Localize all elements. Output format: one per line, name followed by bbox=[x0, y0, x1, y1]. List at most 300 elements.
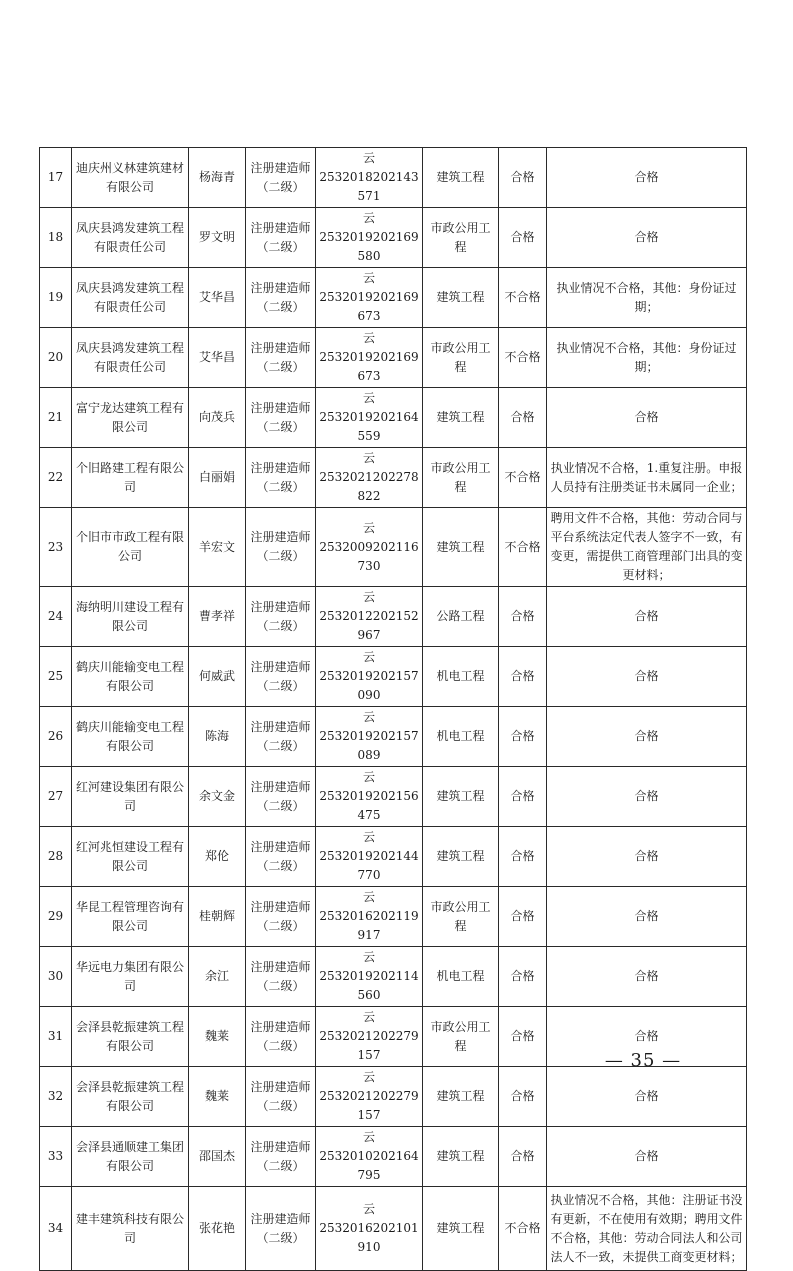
registration-number-cell bbox=[316, 208, 423, 268]
qualification-cell bbox=[246, 947, 316, 1007]
remark-text: 执业情况不合格，其他：身份证过期； bbox=[556, 280, 737, 314]
person-name-text: 魏莱 bbox=[204, 1089, 229, 1103]
remark-cell bbox=[547, 827, 747, 887]
qualification-text: 注册建造师（二级） bbox=[250, 1079, 311, 1113]
company-name-text: 会泽县乾振建筑工程有限公司 bbox=[75, 1079, 184, 1113]
person-name-cell bbox=[189, 1007, 246, 1067]
table-row bbox=[40, 827, 747, 887]
company-name-cell bbox=[72, 707, 189, 767]
registration-prefix: 云 bbox=[362, 1070, 375, 1084]
result-cell bbox=[499, 707, 547, 767]
row-number-text: 23 bbox=[47, 539, 64, 554]
registration-code: 2532018202143571 bbox=[319, 170, 419, 203]
row-number-text: 24 bbox=[47, 609, 64, 623]
qualification-text: 注册建造师（二级） bbox=[250, 220, 311, 254]
row-number-cell bbox=[40, 268, 72, 328]
result-cell bbox=[499, 1007, 547, 1067]
company-name-cell bbox=[72, 887, 189, 947]
remark-cell bbox=[547, 1127, 747, 1187]
result-cell bbox=[499, 448, 547, 508]
registration-prefix: 云 bbox=[362, 520, 375, 535]
row-number-cell bbox=[40, 707, 72, 767]
page-number: — 35 — bbox=[604, 1050, 682, 1071]
specialty-text: 机电工程 bbox=[436, 669, 485, 683]
row-number-cell bbox=[40, 208, 72, 268]
registration-number-cell bbox=[316, 448, 423, 508]
registration-code: 2532019202144770 bbox=[319, 849, 419, 882]
remark-cell bbox=[547, 328, 747, 388]
qualification-text: 注册建造师（二级） bbox=[250, 719, 311, 753]
registration-code: 2532009202116730 bbox=[319, 539, 419, 573]
company-name-text: 海纳明川建设工程有限公司 bbox=[75, 599, 184, 633]
registration-number-cell bbox=[316, 827, 423, 887]
person-name-cell bbox=[189, 707, 246, 767]
person-name-text: 陈海 bbox=[204, 729, 229, 743]
result-text: 合格 bbox=[510, 609, 535, 623]
person-name-text: 艾华昌 bbox=[198, 290, 235, 304]
person-name-cell bbox=[189, 388, 246, 448]
row-number-cell bbox=[40, 328, 72, 388]
specialty-cell bbox=[423, 647, 499, 707]
specialty-cell bbox=[423, 767, 499, 827]
specialty-cell bbox=[423, 448, 499, 508]
company-name-text: 鹤庆川能输变电工程有限公司 bbox=[75, 659, 184, 693]
result-cell bbox=[499, 268, 547, 328]
person-name-text: 曹孝祥 bbox=[198, 609, 235, 623]
result-cell bbox=[499, 208, 547, 268]
person-name-cell bbox=[189, 208, 246, 268]
row-number-text: 28 bbox=[47, 849, 64, 863]
result-cell bbox=[499, 328, 547, 388]
specialty-text: 市政公用工程 bbox=[430, 220, 491, 254]
specialty-text: 市政公用工程 bbox=[430, 899, 491, 933]
row-number-cell bbox=[40, 388, 72, 448]
person-name-cell bbox=[189, 887, 246, 947]
registration-number-cell bbox=[316, 647, 423, 707]
registration-code: 2532010202164795 bbox=[319, 1149, 419, 1182]
remark-cell bbox=[547, 208, 747, 268]
row-number-text: 21 bbox=[47, 410, 64, 424]
person-name-cell bbox=[189, 947, 246, 1007]
registration-prefix: 云 bbox=[362, 1202, 375, 1216]
result-text: 合格 bbox=[510, 789, 535, 803]
remark-cell bbox=[547, 647, 747, 707]
registration-code: 2532019202169673 bbox=[319, 290, 419, 323]
remark-cell bbox=[547, 448, 747, 508]
qualification-text: 注册建造师（二级） bbox=[250, 160, 311, 194]
company-name-cell bbox=[72, 827, 189, 887]
specialty-cell bbox=[423, 827, 499, 887]
row-number-text: 19 bbox=[47, 290, 64, 304]
qualification-cell bbox=[246, 148, 316, 208]
result-cell bbox=[499, 647, 547, 707]
registration-code: 2532016202101910 bbox=[319, 1221, 419, 1254]
remark-text: 聘用文件不合格，其他：劳动合同与平台系统法定代表人签字不一致，有变更，需提供工商管理部门出具的变更材料； bbox=[550, 511, 743, 582]
qualification-cell bbox=[246, 767, 316, 827]
registration-code: 2532021202279157 bbox=[319, 1029, 419, 1062]
row-number-cell bbox=[40, 1067, 72, 1127]
remark-text: 合格 bbox=[634, 1029, 659, 1043]
row-number-cell bbox=[40, 767, 72, 827]
registration-number-cell bbox=[316, 388, 423, 448]
result-cell bbox=[499, 587, 547, 647]
registration-number-cell bbox=[316, 1187, 423, 1271]
specialty-text: 建筑工程 bbox=[436, 1149, 485, 1163]
qualification-cell bbox=[246, 707, 316, 767]
row-number-text: 17 bbox=[47, 170, 64, 184]
person-name-text: 魏莱 bbox=[204, 1029, 229, 1043]
row-number-text: 34 bbox=[47, 1221, 64, 1235]
person-name-text: 白丽娟 bbox=[198, 470, 235, 484]
result-text: 不合格 bbox=[504, 539, 541, 554]
row-number-text: 32 bbox=[47, 1089, 64, 1103]
specialty-text: 建筑工程 bbox=[436, 410, 485, 424]
remark-cell bbox=[547, 587, 747, 647]
registration-code: 2532019202169673 bbox=[319, 350, 419, 383]
table-row bbox=[40, 1187, 747, 1271]
row-number-text: 22 bbox=[47, 470, 64, 484]
result-text: 合格 bbox=[510, 170, 535, 184]
specialty-cell bbox=[423, 887, 499, 947]
registration-number-cell bbox=[316, 268, 423, 328]
specialty-text: 建筑工程 bbox=[436, 1221, 485, 1235]
qualification-review-table bbox=[39, 147, 747, 1271]
registration-prefix: 云 bbox=[362, 1130, 375, 1144]
person-name-cell bbox=[189, 328, 246, 388]
remark-text: 执业情况不合格，其他：注册证书没有更新，不在使用有效期；聘用文件不合格，其他：劳动合同法人和公司法人不一致，未提供工商变更材料； bbox=[550, 1192, 743, 1264]
company-name-cell bbox=[72, 448, 189, 508]
person-name-text: 郑伦 bbox=[204, 849, 229, 863]
remark-text: 合格 bbox=[634, 669, 659, 683]
company-name-cell bbox=[72, 1127, 189, 1187]
table-row bbox=[40, 148, 747, 208]
row-number-text: 26 bbox=[47, 729, 64, 743]
person-name-cell bbox=[189, 1187, 246, 1271]
row-number-cell bbox=[40, 587, 72, 647]
company-name-cell bbox=[72, 647, 189, 707]
result-text: 合格 bbox=[510, 230, 535, 244]
table-row bbox=[40, 707, 747, 767]
registration-code: 2532019202164559 bbox=[319, 410, 419, 443]
company-name-cell bbox=[72, 767, 189, 827]
row-number-cell bbox=[40, 827, 72, 887]
result-cell bbox=[499, 1127, 547, 1187]
registration-number-cell bbox=[316, 148, 423, 208]
registration-number-cell bbox=[316, 587, 423, 647]
specialty-cell bbox=[423, 1007, 499, 1067]
specialty-cell bbox=[423, 388, 499, 448]
remark-cell bbox=[547, 947, 747, 1007]
row-number-cell bbox=[40, 448, 72, 508]
table-row bbox=[40, 887, 747, 947]
specialty-text: 公路工程 bbox=[436, 609, 485, 623]
result-text: 合格 bbox=[510, 410, 535, 424]
registration-prefix: 云 bbox=[362, 151, 375, 165]
person-name-cell bbox=[189, 587, 246, 647]
result-text: 合格 bbox=[510, 1089, 535, 1103]
company-name-cell bbox=[72, 148, 189, 208]
remark-cell bbox=[547, 707, 747, 767]
row-number-cell bbox=[40, 887, 72, 947]
person-name-text: 羊宏文 bbox=[198, 539, 235, 554]
company-name-text: 凤庆县鸿发建筑工程有限责任公司 bbox=[75, 340, 184, 374]
company-name-cell bbox=[72, 1007, 189, 1067]
person-name-cell bbox=[189, 827, 246, 887]
result-text: 合格 bbox=[510, 969, 535, 983]
table-row bbox=[40, 947, 747, 1007]
qualification-cell bbox=[246, 827, 316, 887]
person-name-cell bbox=[189, 148, 246, 208]
qualification-text: 注册建造师（二级） bbox=[250, 1019, 311, 1053]
result-text: 合格 bbox=[510, 669, 535, 683]
remark-cell bbox=[547, 268, 747, 328]
row-number-text: 29 bbox=[47, 909, 64, 923]
remark-text: 合格 bbox=[634, 789, 659, 803]
company-name-cell bbox=[72, 208, 189, 268]
result-text: 不合格 bbox=[504, 1221, 541, 1235]
row-number-cell bbox=[40, 1127, 72, 1187]
specialty-cell bbox=[423, 947, 499, 1007]
specialty-text: 机电工程 bbox=[436, 729, 485, 743]
table-row bbox=[40, 1127, 747, 1187]
registration-prefix: 云 bbox=[362, 830, 375, 844]
registration-number-cell bbox=[316, 767, 423, 827]
company-name-cell bbox=[72, 1067, 189, 1127]
remark-text: 执业情况不合格，其他：身份证过期； bbox=[556, 340, 737, 374]
remark-text: 合格 bbox=[634, 909, 659, 923]
registration-code: 2532019202169580 bbox=[319, 230, 419, 263]
remark-cell bbox=[547, 388, 747, 448]
result-text: 合格 bbox=[510, 1029, 535, 1043]
table-row bbox=[40, 208, 747, 268]
person-name-cell bbox=[189, 508, 246, 587]
person-name-cell bbox=[189, 1067, 246, 1127]
result-cell bbox=[499, 148, 547, 208]
company-name-text: 鹤庆川能输变电工程有限公司 bbox=[75, 719, 184, 753]
registration-prefix: 云 bbox=[362, 710, 375, 724]
remark-cell bbox=[547, 148, 747, 208]
row-number-cell bbox=[40, 647, 72, 707]
person-name-cell bbox=[189, 647, 246, 707]
result-cell bbox=[499, 1187, 547, 1271]
registration-number-cell bbox=[316, 328, 423, 388]
registration-prefix: 云 bbox=[362, 590, 375, 604]
qualification-text: 注册建造师（二级） bbox=[250, 599, 311, 633]
registration-code: 2532021202279157 bbox=[319, 1089, 419, 1122]
qualification-text: 注册建造师（二级） bbox=[250, 899, 311, 933]
remark-text: 合格 bbox=[634, 1089, 659, 1103]
registration-prefix: 云 bbox=[362, 1010, 375, 1024]
qualification-text: 注册建造师（二级） bbox=[250, 280, 311, 314]
qualification-text: 注册建造师（二级） bbox=[250, 340, 311, 374]
company-name-text: 红河建设集团有限公司 bbox=[75, 779, 184, 813]
qualification-text: 注册建造师（二级） bbox=[250, 460, 311, 494]
company-name-text: 凤庆县鸿发建筑工程有限责任公司 bbox=[75, 220, 184, 254]
person-name-cell bbox=[189, 268, 246, 328]
person-name-text: 罗文明 bbox=[198, 230, 235, 244]
company-name-text: 华昆工程管理咨询有限公司 bbox=[75, 899, 184, 933]
remark-text: 合格 bbox=[634, 729, 659, 743]
qualification-text: 注册建造师（二级） bbox=[250, 1139, 311, 1173]
person-name-cell bbox=[189, 1127, 246, 1187]
company-name-cell bbox=[72, 1187, 189, 1271]
qualification-text: 注册建造师（二级） bbox=[250, 659, 311, 693]
person-name-text: 余江 bbox=[204, 969, 229, 983]
row-number-text: 27 bbox=[47, 789, 64, 803]
row-number-text: 31 bbox=[47, 1029, 64, 1043]
registration-number-cell bbox=[316, 947, 423, 1007]
specialty-cell bbox=[423, 1127, 499, 1187]
qualification-cell bbox=[246, 508, 316, 587]
specialty-text: 建筑工程 bbox=[436, 539, 485, 554]
table-row bbox=[40, 328, 747, 388]
company-name-text: 红河兆恒建设工程有限公司 bbox=[75, 839, 184, 873]
specialty-cell bbox=[423, 328, 499, 388]
qualification-text: 注册建造师（二级） bbox=[250, 530, 311, 563]
specialty-cell bbox=[423, 268, 499, 328]
result-text: 合格 bbox=[510, 849, 535, 863]
company-name-text: 个旧市市政工程有限公司 bbox=[75, 530, 184, 563]
registration-code: 2532016202119917 bbox=[319, 909, 419, 942]
company-name-text: 个旧路建工程有限公司 bbox=[75, 460, 184, 494]
table-row bbox=[40, 448, 747, 508]
table-body bbox=[40, 148, 747, 1271]
registration-prefix: 云 bbox=[362, 650, 375, 664]
registration-code: 2532019202157089 bbox=[319, 729, 419, 762]
registration-prefix: 云 bbox=[362, 451, 375, 465]
table-row bbox=[40, 1067, 747, 1127]
specialty-text: 市政公用工程 bbox=[430, 340, 491, 374]
result-cell bbox=[499, 767, 547, 827]
remark-cell bbox=[547, 767, 747, 827]
registration-number-cell bbox=[316, 707, 423, 767]
row-number-cell bbox=[40, 1007, 72, 1067]
remark-text: 合格 bbox=[634, 410, 659, 424]
company-name-text: 富宁龙达建筑工程有限公司 bbox=[75, 400, 184, 434]
company-name-text: 会泽县乾振建筑工程有限公司 bbox=[75, 1019, 184, 1053]
registration-number-cell bbox=[316, 887, 423, 947]
specialty-text: 建筑工程 bbox=[436, 290, 485, 304]
remark-text: 执业情况不合格，1.重复注册。申报人员持有注册类证书未属同一企业； bbox=[550, 460, 743, 494]
result-text: 不合格 bbox=[504, 290, 541, 304]
registration-code: 2532019202156475 bbox=[319, 789, 419, 822]
qualification-cell bbox=[246, 587, 316, 647]
company-name-text: 建丰建筑科技有限公司 bbox=[75, 1211, 184, 1245]
specialty-cell bbox=[423, 587, 499, 647]
remark-cell bbox=[547, 1067, 747, 1127]
table-row bbox=[40, 388, 747, 448]
result-text: 不合格 bbox=[504, 470, 541, 484]
person-name-text: 何威武 bbox=[198, 669, 235, 683]
table-row bbox=[40, 508, 747, 587]
result-cell bbox=[499, 947, 547, 1007]
remark-text: 合格 bbox=[634, 609, 659, 623]
company-name-text: 会泽县通顺建工集团有限公司 bbox=[75, 1139, 184, 1173]
registration-number-cell bbox=[316, 508, 423, 587]
person-name-text: 余文金 bbox=[198, 789, 235, 803]
specialty-text: 建筑工程 bbox=[436, 170, 485, 184]
row-number-text: 25 bbox=[47, 669, 64, 683]
row-number-cell bbox=[40, 508, 72, 587]
row-number-text: 30 bbox=[47, 969, 64, 983]
qualification-cell bbox=[246, 887, 316, 947]
company-name-text: 凤庆县鸿发建筑工程有限责任公司 bbox=[75, 280, 184, 314]
remark-cell bbox=[547, 887, 747, 947]
person-name-text: 张花艳 bbox=[198, 1221, 235, 1235]
registration-prefix: 云 bbox=[362, 331, 375, 345]
specialty-text: 市政公用工程 bbox=[430, 1019, 491, 1053]
specialty-cell bbox=[423, 707, 499, 767]
company-name-cell bbox=[72, 947, 189, 1007]
registration-prefix: 云 bbox=[362, 890, 375, 904]
qualification-text: 注册建造师（二级） bbox=[250, 779, 311, 813]
qualification-cell bbox=[246, 388, 316, 448]
specialty-cell bbox=[423, 1067, 499, 1127]
qualification-text: 注册建造师（二级） bbox=[250, 400, 311, 434]
remark-text: 合格 bbox=[634, 1149, 659, 1163]
registration-prefix: 云 bbox=[362, 271, 375, 285]
qualification-cell bbox=[246, 647, 316, 707]
result-text: 合格 bbox=[510, 1149, 535, 1163]
company-name-cell bbox=[72, 508, 189, 587]
table-row bbox=[40, 587, 747, 647]
table-row bbox=[40, 767, 747, 827]
registration-number-cell bbox=[316, 1007, 423, 1067]
result-cell bbox=[499, 1067, 547, 1127]
qualification-cell bbox=[246, 328, 316, 388]
company-name-cell bbox=[72, 587, 189, 647]
person-name-text: 桂朝辉 bbox=[198, 909, 235, 923]
company-name-text: 华远电力集团有限公司 bbox=[75, 959, 184, 993]
specialty-text: 建筑工程 bbox=[436, 1089, 485, 1103]
qualification-text: 注册建造师（二级） bbox=[250, 1211, 311, 1245]
specialty-text: 建筑工程 bbox=[436, 849, 485, 863]
result-text: 合格 bbox=[510, 729, 535, 743]
specialty-cell bbox=[423, 208, 499, 268]
qualification-cell bbox=[246, 1127, 316, 1187]
remark-text: 合格 bbox=[634, 969, 659, 983]
row-number-cell bbox=[40, 1187, 72, 1271]
row-number-text: 33 bbox=[47, 1149, 64, 1163]
table-row bbox=[40, 268, 747, 328]
registration-prefix: 云 bbox=[362, 211, 375, 225]
row-number-cell bbox=[40, 148, 72, 208]
specialty-text: 市政公用工程 bbox=[430, 460, 491, 494]
specialty-cell bbox=[423, 1187, 499, 1271]
registration-number-cell bbox=[316, 1127, 423, 1187]
remark-text: 合格 bbox=[634, 230, 659, 244]
row-number-cell bbox=[40, 947, 72, 1007]
remark-text: 合格 bbox=[634, 170, 659, 184]
registration-code: 2532019202157090 bbox=[319, 669, 419, 702]
qualification-text: 注册建造师（二级） bbox=[250, 959, 311, 993]
company-name-text: 迪庆州义林建筑建材有限公司 bbox=[75, 160, 184, 194]
person-name-text: 向茂兵 bbox=[198, 410, 235, 424]
result-cell bbox=[499, 887, 547, 947]
result-cell bbox=[499, 827, 547, 887]
qualification-text: 注册建造师（二级） bbox=[250, 839, 311, 873]
remark-text: 合格 bbox=[634, 849, 659, 863]
registration-number-cell bbox=[316, 1067, 423, 1127]
specialty-text: 机电工程 bbox=[436, 969, 485, 983]
row-number-text: 20 bbox=[47, 350, 64, 364]
qualification-cell bbox=[246, 1187, 316, 1271]
table-row bbox=[40, 647, 747, 707]
remark-cell bbox=[547, 508, 747, 587]
person-name-text: 艾华昌 bbox=[198, 350, 235, 364]
result-text: 不合格 bbox=[504, 350, 541, 364]
result-text: 合格 bbox=[510, 909, 535, 923]
